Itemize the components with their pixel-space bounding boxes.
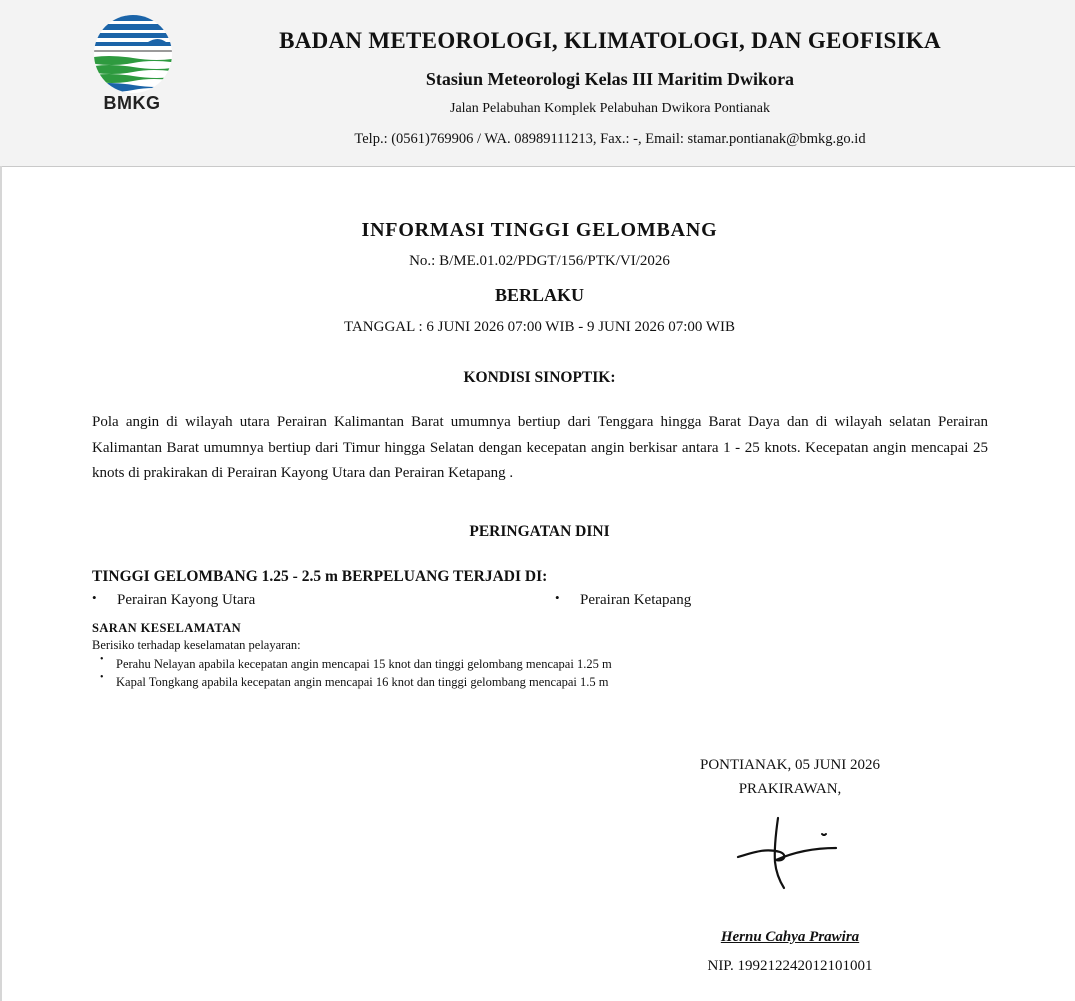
sign-place-date: PONTIANAK, 05 JUNI 2026 bbox=[700, 757, 880, 773]
safety-item-label: Kapal Tongkang apabila kecepatan angin mencapai 16 knot dan tinggi gelombang mencapai 1.5 m bbox=[116, 675, 609, 689]
early-warning-heading: PERINGATAN DINI bbox=[469, 523, 610, 540]
document-number: No.: B/ME.01.02/PDGT/156/PTK/VI/2026 bbox=[409, 253, 670, 269]
safety-heading: SARAN KESELAMATAN bbox=[92, 621, 242, 635]
safety-intro: Berisiko terhadap keselamatan pelayaran: bbox=[92, 638, 301, 652]
validity-heading: BERLAKU bbox=[494, 285, 584, 305]
safety-item-label: Perahu Nelayan apabila kecepatan angin mencapai 15 knot dan tinggi gelombang mencapai 1.25 m bbox=[116, 657, 612, 671]
sign-role: PRAKIRAWAN, bbox=[738, 781, 842, 797]
station-name: Stasiun Meteorologi Kelas III Maritim Dwikora bbox=[425, 69, 795, 89]
warning-location-label: Perairan Ketapang bbox=[580, 592, 692, 608]
bullet-icon: • bbox=[100, 654, 104, 665]
synoptic-heading: KONDISI SINOPTIK: bbox=[463, 369, 616, 386]
signature-icon bbox=[730, 812, 845, 892]
agency-name: BADAN METEOROLOGI, KLIMATOLOGI, DAN GEOFISIKA bbox=[279, 28, 941, 53]
synoptic-body: Pola angin di wilayah utara Perairan Kalimantan Barat umumnya bertiup dari Tenggara hingga Barat Daya dan di wilayah selatan Perairan Kalimantan Barat umumnya bertiup dari Timur hingga Selatan dengan kecepatan angin berkisar antara 1 - 25 knots. Kecepatan angin mencapai 25 knots di prakirakan di Perairan Kayong Utara dan Perairan Ketapang . bbox=[92, 414, 988, 481]
station-address: Jalan Pelabuhan Komplek Pelabuhan Dwikora Pontianak bbox=[450, 101, 770, 116]
wave-height-heading: TINGGI GELOMBANG 1.25 - 2.5 m BERPELUANG TERJADI DI: bbox=[92, 568, 548, 585]
document-title: INFORMASI TINGGI GELOMBANG bbox=[361, 219, 718, 241]
bullet-icon: • bbox=[555, 590, 560, 605]
signer-nip: NIP. 199212242012101001 bbox=[707, 958, 873, 974]
logo-text: BMKG bbox=[103, 93, 161, 113]
bullet-icon: • bbox=[100, 672, 104, 683]
station-contact: Telp.: (0561)769906 / WA. 08989111213, Fax.: -, Email: stamar.pontianak@bmkg.go.id bbox=[354, 131, 866, 147]
letterhead bbox=[0, 0, 1075, 167]
warning-location-label: Perairan Kayong Utara bbox=[117, 592, 256, 608]
signer-name: Hernu Cahya Prawira bbox=[720, 929, 860, 945]
validity-dates: TANGGAL : 6 JUNI 2026 07:00 WIB - 9 JUNI 2026 07:00 WIB bbox=[344, 319, 735, 335]
bullet-icon: • bbox=[92, 590, 97, 605]
